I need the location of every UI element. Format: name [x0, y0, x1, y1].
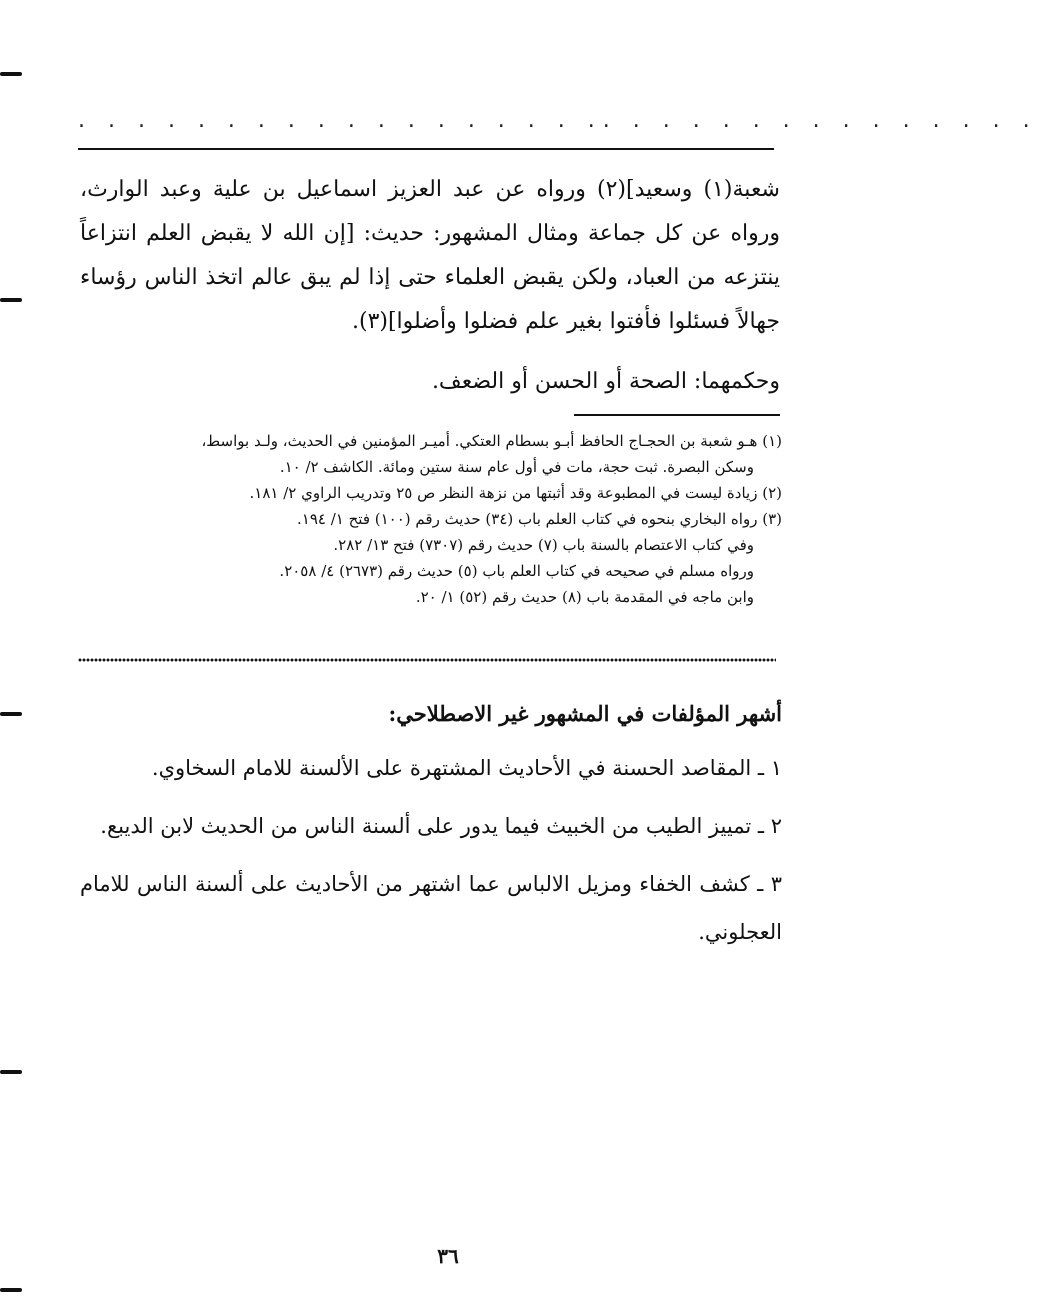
footnote-3-cont: وابن ماجه في المقدمة باب (٨) حديث رقم (٥٢) ١/ ٢٠. — [415, 588, 754, 606]
header-rule — [78, 148, 774, 150]
page-number: ٣٦ — [437, 1244, 459, 1268]
main-paragraph — [80, 168, 780, 344]
footnote-3-cont: ورواه مسلم في صحيحه في كتاب العلم باب (٥) حديث رقم (٢٦٧٣) ٤/ ٢٠٥٨. — [279, 562, 754, 580]
margin-mark — [0, 1288, 22, 1292]
list-item: ٣ ـ كشف الخفاء ومزيل الالباس عما اشتهر من الأحاديث على ألسنة الناس للامام العجلوني. — [80, 872, 782, 944]
margin-mark — [0, 72, 22, 76]
header-dots-right: . . . . . . . . . . . . . . . — [602, 107, 1038, 133]
footnote-3-cont: وفي كتاب الاعتصام بالسنة باب (٧) حديث رقم (٧٣٠٧) فتح ١٣/ ٢٨٢. — [333, 536, 754, 554]
footnote-3: (٣) رواه البخاري بنحوه في كتاب العلم باب (٣٤) حديث رقم (١٠٠) فتح ١/ ١٩٤. — [297, 510, 782, 528]
list-item: ٢ ـ تمييز الطيب من الخبيث فيما يدور على ألسنة الناس من الحديث لابن الديبع. — [100, 814, 782, 838]
ruling-line: وحكمهما: الصحة أو الحسن أو الضعف. — [431, 369, 780, 394]
footnote-1-cont: وسكن البصرة. ثبت حجة، مات في أول عام سنة ستين ومائة. الكاشف ٢/ ١٠. — [279, 458, 754, 476]
header-dotted-line — [78, 107, 1038, 133]
dotted-separator — [78, 658, 776, 668]
list-item: ١ ـ المقاصد الحسنة في الأحاديث المشتهرة على الألسنة للامام السخاوي. — [151, 756, 782, 780]
main-paragraph-text: شعبة(١) وسعيد](٢) ورواه عن عبد العزيز اسماعيل بن علية وعبد الوارث، ورواه عن كل جماعة ومثال المشهور: حديث: [إن الله لا يقبض العلم انتزاعاً ينتزعه من العباد، ولكن يقبض العلماء حتى إذا لم يبق عالم اتخذ الناس رؤساء جهالاً فسئلوا فأفتوا بغير علم فضلوا وأضلوا](٣). — [80, 177, 780, 334]
margin-mark — [0, 1070, 22, 1074]
footnote-1: (١) هـو شعبة بن الحجـاج الحافظ أبـو بسطام العتكي. أميـر المؤمنين في الحديث، ولـد بواسط، — [201, 432, 782, 450]
header-dots-left: . . . . . . . . . . . . . . . . . . — [78, 107, 603, 133]
footnote-separator — [574, 414, 780, 416]
footnote-2: (٢) زيادة ليست في المطبوعة وقد أثبتها من نزهة النظر ص ٢٥ وتدريب الراوي ٢/ ١٨١. — [249, 484, 782, 502]
section-heading: أشهر المؤلفات في المشهور غير الاصطلاحي: — [388, 701, 782, 726]
section-famous-works — [80, 690, 782, 966]
footnotes — [80, 428, 782, 610]
margin-mark — [0, 298, 22, 302]
margin-mark — [0, 712, 22, 716]
